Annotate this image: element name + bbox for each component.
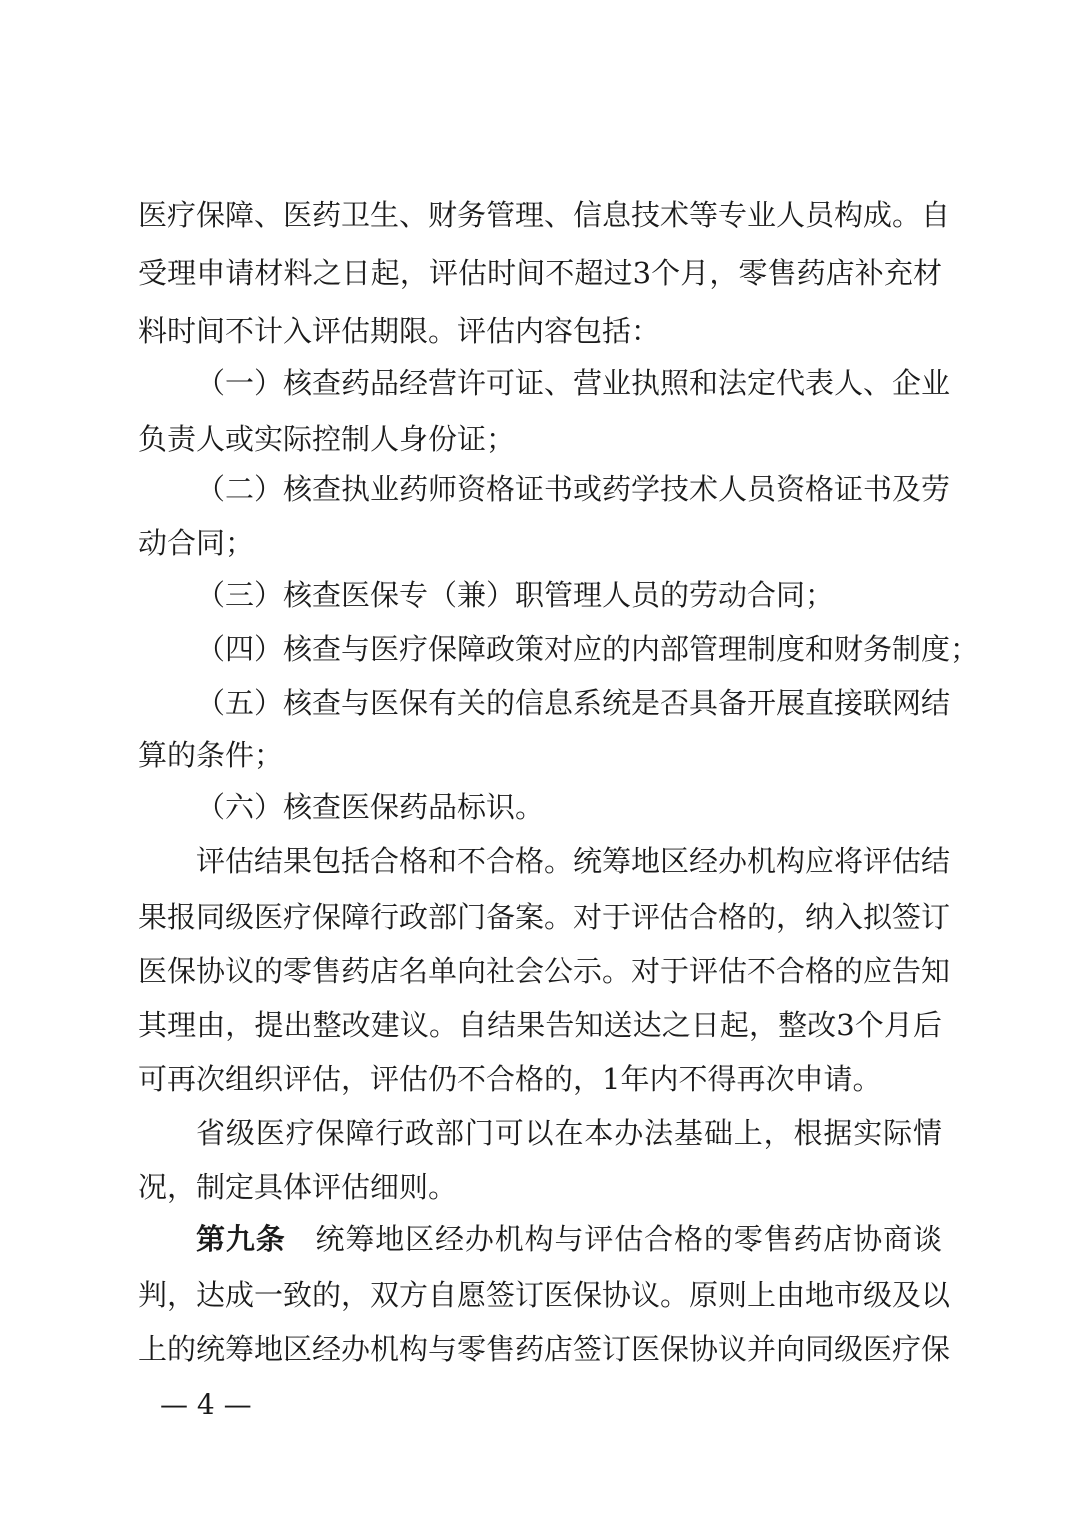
text-line: 料时间不计入评估期限。评估内容包括： bbox=[138, 314, 661, 348]
text-line: 受理申请材料之日起，评估时间不超过3个月，零售药店补充材 bbox=[138, 256, 942, 290]
list-item-6-line: （六）核查医保药品标识。 bbox=[196, 790, 545, 824]
article-text: 统筹地区经办机构与评估合格的零售药店协商谈 bbox=[315, 1222, 942, 1256]
list-item-2-line: （二）核查执业药师资格证书或药学技术人员资格证书及劳 bbox=[196, 472, 951, 506]
paragraph-line: 果报同级医疗保障行政部门备案。对于评估合格的，纳入拟签订 bbox=[138, 900, 951, 934]
text-line: 医疗保障、医药卫生、财务管理、信息技术等专业人员构成。自 bbox=[138, 198, 951, 232]
paragraph-line: 况，制定具体评估细则。 bbox=[138, 1170, 458, 1204]
article-9-line: 上的统筹地区经办机构与零售药店签订医保协议并向同级医疗保 bbox=[138, 1332, 951, 1366]
list-item-2-line: 动合同； bbox=[138, 526, 255, 560]
list-item-4-line: （四）核查与医疗保障政策对应的内部管理制度和财务制度； bbox=[196, 632, 980, 666]
list-item-3-line: （三）核查医保专（兼）职管理人员的劳动合同； bbox=[196, 578, 835, 612]
paragraph-line: 医保协议的零售药店名单向社会公示。对于评估不合格的应告知 bbox=[138, 954, 951, 988]
article-9-line bbox=[196, 1210, 942, 1268]
list-item-1-line: （一）核查药品经营许可证、营业执照和法定代表人、企业 bbox=[196, 366, 951, 400]
list-item-5-line: 算的条件； bbox=[138, 738, 284, 772]
article-heading: 第九条 bbox=[196, 1222, 286, 1256]
article-9-line: 判，达成一致的，双方自愿签订医保协议。原则上由地市级及以 bbox=[138, 1278, 951, 1312]
paragraph-line: 省级医疗保障行政部门可以在本办法基础上，根据实际情 bbox=[196, 1116, 942, 1150]
paragraph-line: 可再次组织评估，评估仍不合格的，1年内不得再次申请。 bbox=[138, 1062, 882, 1096]
list-item-1-line: 负责人或实际控制人身份证； bbox=[138, 422, 516, 456]
paragraph-line: 其理由，提出整改建议。自结果告知送达之日起，整改3个月后 bbox=[138, 1008, 942, 1042]
list-item-5-line: （五）核查与医保有关的信息系统是否具备开展直接联网结 bbox=[196, 686, 951, 720]
paragraph-line: 评估结果包括合格和不合格。统筹地区经办机构应将评估结 bbox=[196, 844, 951, 878]
page-number: — 4 — bbox=[160, 1388, 252, 1421]
